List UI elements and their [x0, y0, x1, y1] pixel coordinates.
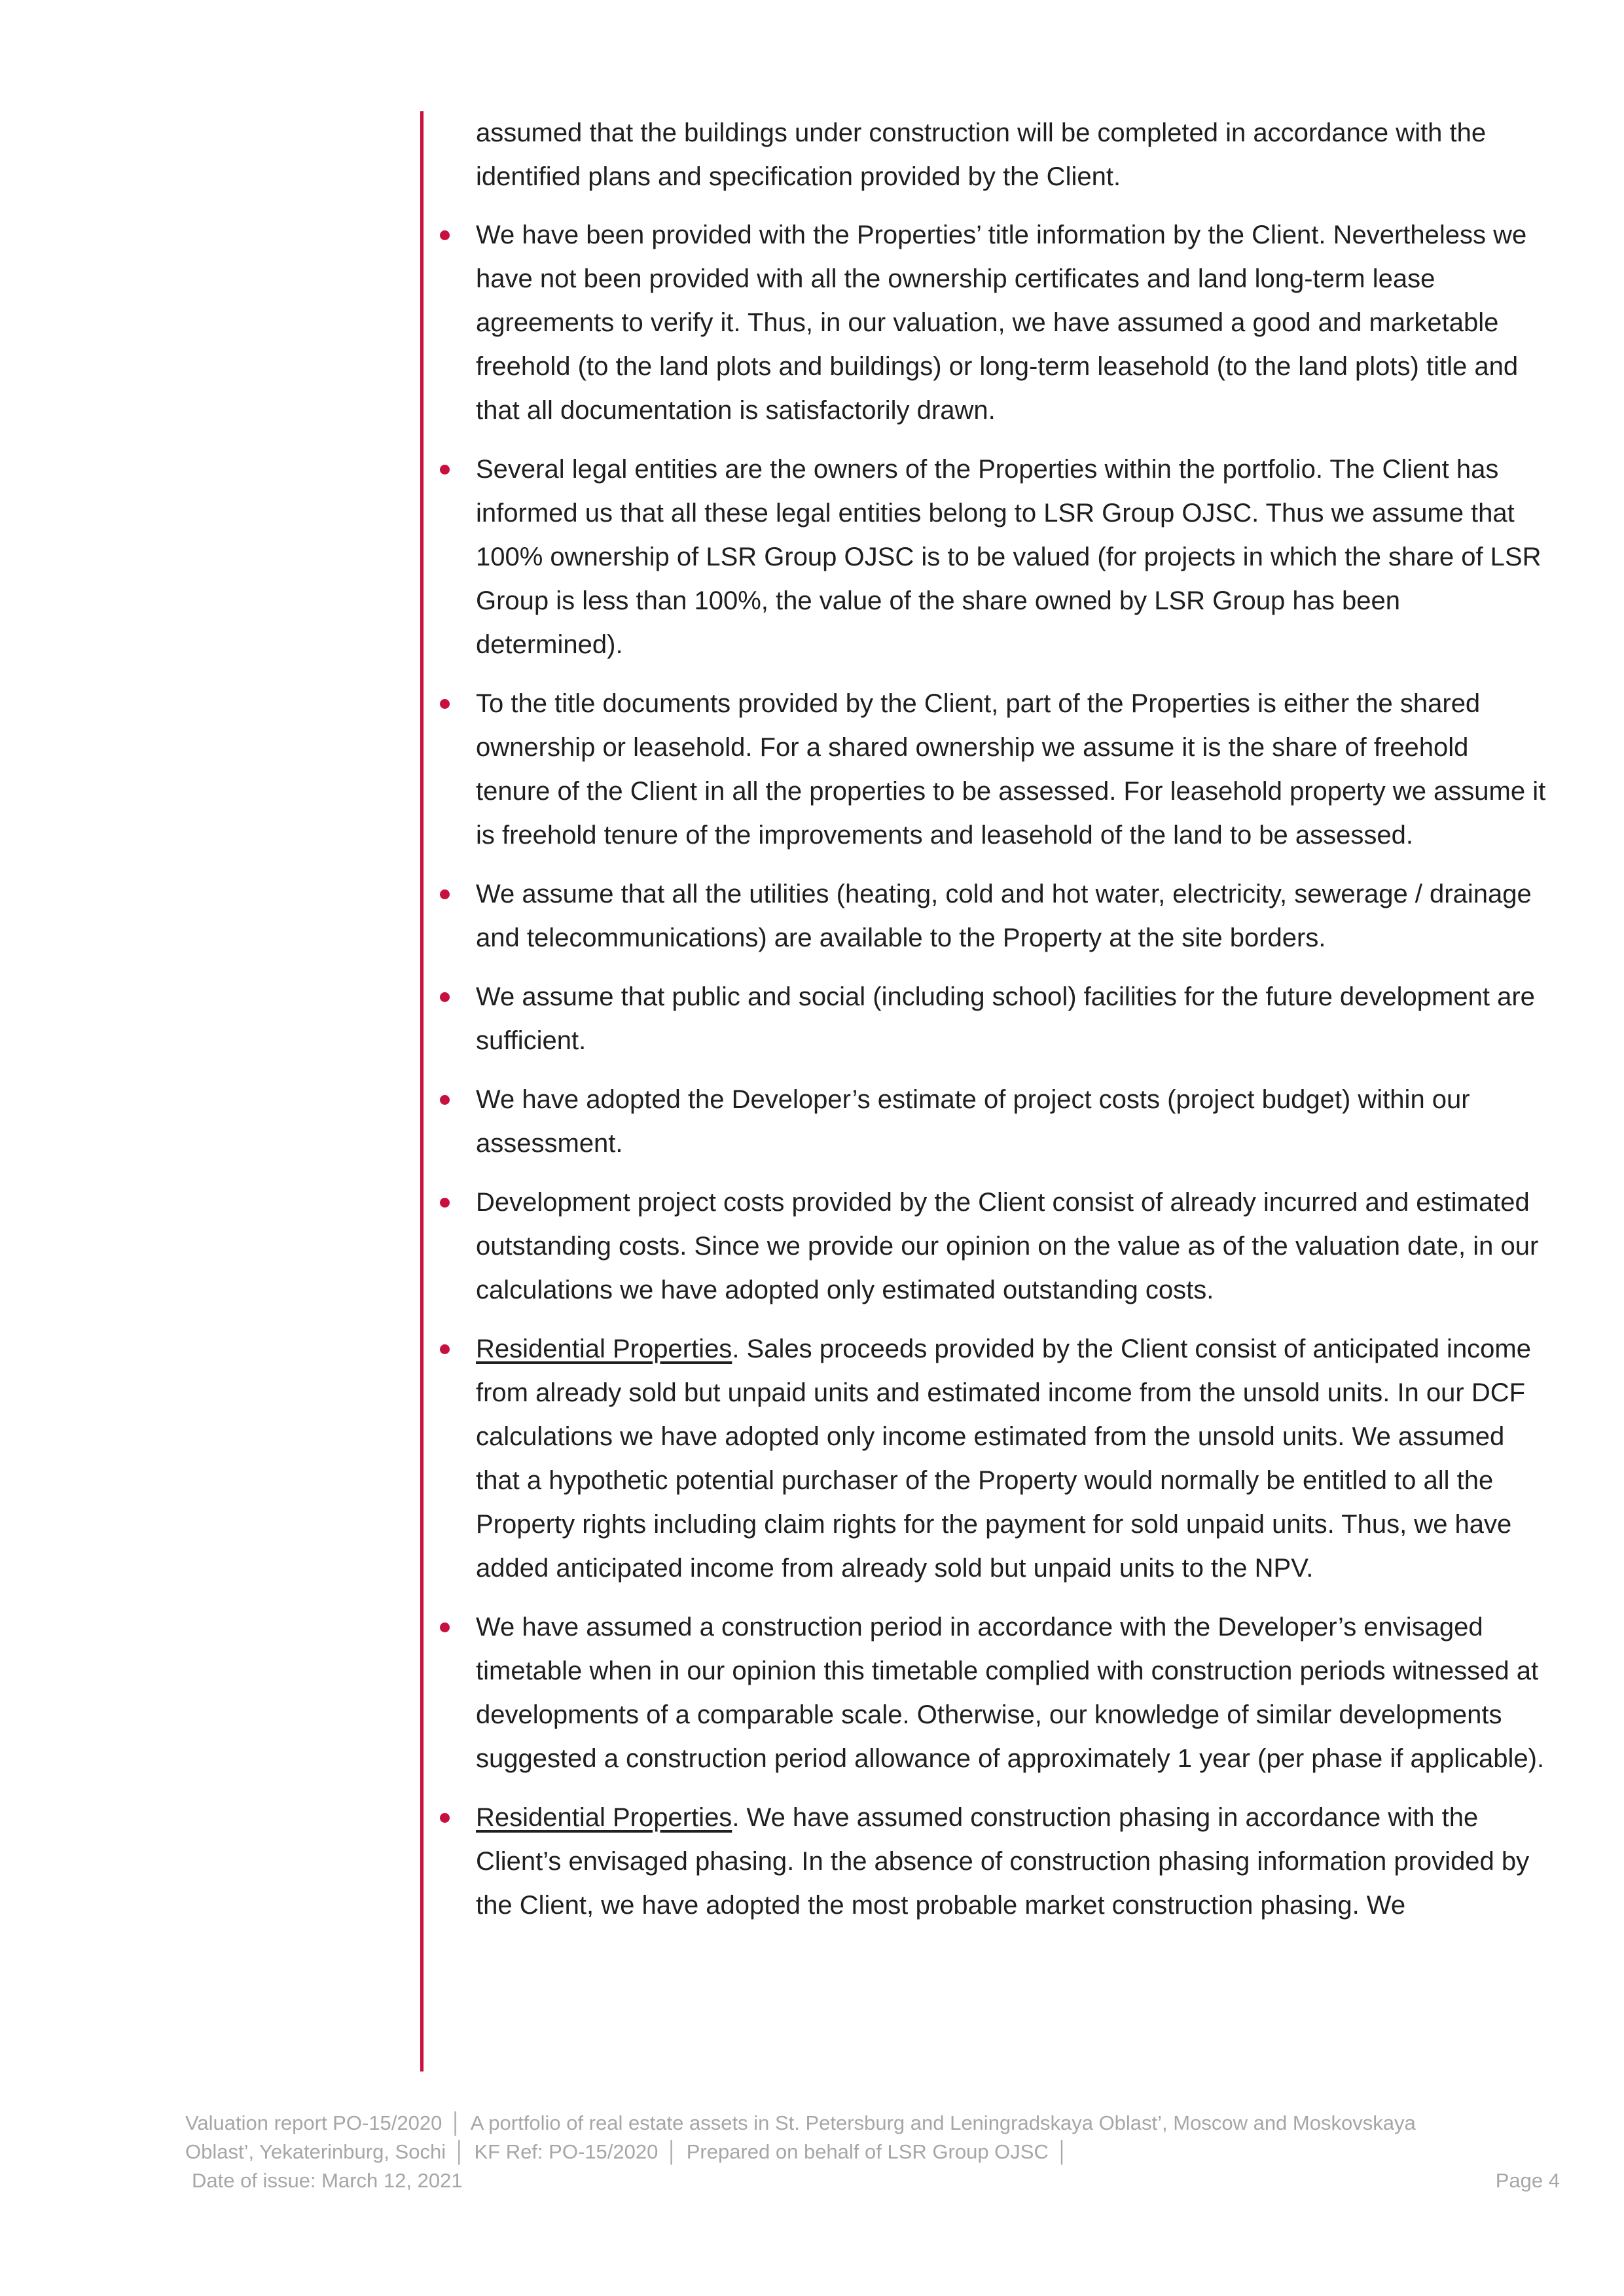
list-item [424, 1796, 1549, 1928]
footer-separator: │ [454, 2140, 467, 2163]
intro-paragraph: assumed that the buildings under construction will be completed in accordance with the identified plans and specification provided by the Client. [476, 118, 1487, 191]
list-item [424, 872, 1549, 960]
page-number: Page 4 [1495, 2169, 1560, 2192]
list-item [424, 1605, 1549, 1781]
footer-report-id: Valuation report PO-15/2020 [185, 2111, 442, 2134]
footer-portfolio-title-cont: Oblast’, Yekaterinburg, Sochi [185, 2140, 446, 2163]
footer-line-2 [185, 2138, 1560, 2166]
bullet-icon [440, 1344, 450, 1354]
list-item-heading: Residential Properties [476, 1803, 732, 1832]
list-item-text: . We have assumed construction phasing in accordance with the Client’s envisaged phasing. In the absence of construction phasing information provided by the Client, we have adopted the most probable market construction phasing. We [476, 1803, 1530, 1920]
bullet-icon [440, 1813, 450, 1823]
footer-line-1 [185, 2109, 1560, 2138]
footer-separator: │ [666, 2140, 679, 2163]
bullet-icon [440, 889, 450, 899]
footer-prepared-for: Prepared on behalf of LSR Group OJSC [686, 2140, 1049, 2163]
footer-kf-ref: KF Ref: PO-15/2020 [474, 2140, 659, 2163]
list-item-text: To the title documents provided by the Client, part of the Properties is either the shared ownership or leasehold. For a shared ownership we assume it is the share of freehold tenure of the Client in all the properties to be assessed. For leasehold property we assume it is freehold tenure of the improvements and leasehold of the land to be assessed. [476, 689, 1546, 850]
list-item-text: We have been provided with the Properties’ title information by the Client. Nevertheless we have not been provided with all the ownership certificates and land long-term lease agreements to verify it. Thus, in our valuation, we have assumed a good and marketable freehold (to the land plots and buildings) or long-term leasehold (to the land plots) title and that all documentation is satisfactorily drawn. [476, 221, 1527, 425]
footer-separator: │ [1056, 2140, 1070, 2163]
list-item-text: We assume that public and social (including school) facilities for the future development are sufficient. [476, 982, 1535, 1055]
bullet-icon [440, 699, 450, 709]
bullet-icon [440, 1198, 450, 1208]
list-item [424, 682, 1549, 857]
list-item [424, 1327, 1549, 1590]
bullet-icon [440, 230, 450, 240]
list-item-text: . Sales proceeds provided by the Client consist of anticipated income from already sold but unpaid units and estimated income from the unsold units. In our DCF calculations we have adopted only income estimated from the unsold units. We assumed that a hypothetic potential purchaser of the Property would normally be entitled to all the Property rights including claim rights for the payment for sold unpaid units. Thus, we have added anticipated income from already sold but unpaid units to the NPV. [476, 1335, 1531, 1583]
assumptions-list [424, 213, 1549, 1928]
footer-date: Date of issue: March 12, 2021 [192, 2169, 463, 2192]
list-item [424, 213, 1549, 433]
bullet-icon [440, 1623, 450, 1632]
list-item-text: We have assumed a construction period in accordance with the Developer’s envisaged timetable when in our opinion this timetable complied with construction periods witnessed at developments of a comparable scale. Otherwise, our knowledge of similar developments suggested a construction period allowance of approximately 1 year (per phase if applicable). [476, 1613, 1545, 1773]
page-footer [185, 2109, 1560, 2195]
bullet-icon [440, 992, 450, 1002]
list-item [424, 1078, 1549, 1166]
list-item-heading: Residential Properties [476, 1335, 732, 1363]
list-item-text: Several legal entities are the owners of the Properties within the portfolio. The Client has informed us that all these legal entities belong to LSR Group OJSC. Thus we assume that 100% ownership of LSR Group OJSC is to be valued (for projects in which the share of LSR Group is less than 100%, the value of the share owned by LSR Group has been determined). [476, 455, 1542, 659]
list-item-text: We have adopted the Developer’s estimate of project costs (project budget) within our assessment. [476, 1085, 1470, 1158]
document-body [420, 111, 1549, 2072]
list-item [424, 448, 1549, 667]
list-item [424, 975, 1549, 1063]
list-item-text: We assume that all the utilities (heating, cold and hot water, electricity, sewerage / drainage and telecommunications) are available to the Property at the site borders. [476, 880, 1532, 952]
bullet-icon [440, 465, 450, 475]
footer-portfolio-title: A portfolio of real estate assets in St. Petersburg and Leningradskaya Oblast’, Moscow and Moskovskaya [470, 2111, 1416, 2134]
bullet-icon [440, 1095, 450, 1105]
list-item-text: Development project costs provided by the Client consist of already incurred and estimated outstanding costs. Since we provide our opinion on the value as of the valuation date, in our calculations we have adopted only estimated outstanding costs. [476, 1188, 1539, 1304]
list-item [424, 1181, 1549, 1312]
footer-separator: │ [450, 2111, 463, 2134]
